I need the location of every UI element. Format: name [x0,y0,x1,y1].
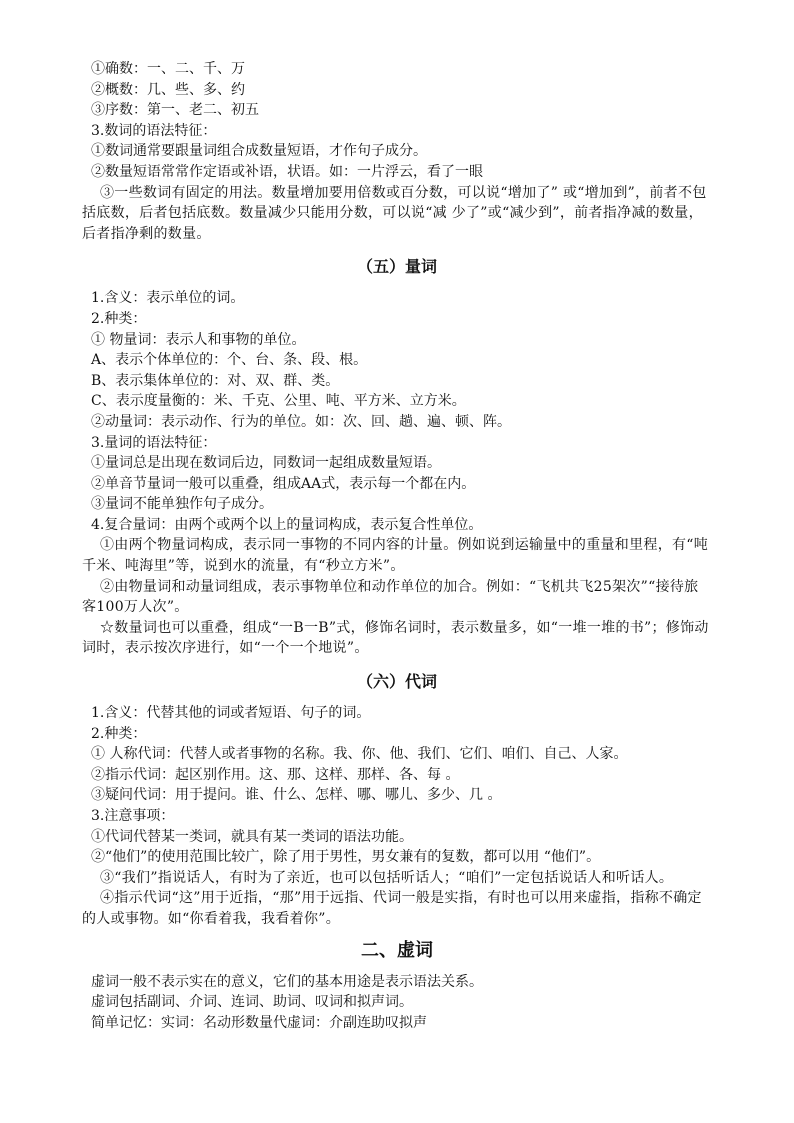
text-line: ②“他们”的使用范围比较广，除了用于男性，男女兼有的复数，都可以用 “他们”。 [91,849,601,866]
numerals-section [82,59,712,244]
text-line: ①代词代替某一类词，就具有某一类词的语法功能。 [91,828,413,845]
text-line: 简单记忆：实词：名动形数量代虚词：介副连助叹拟声 [91,1014,427,1031]
text-line: 3.数词的语法特征： [91,122,217,139]
text-line: 3.注意事项： [91,808,175,824]
text-line: ②单音节量词一般可以重叠，组成AA式，表示每一个都在内。 [91,475,476,492]
text-line: ③量词不能单独作句子成分。 [91,496,273,513]
section-heading: 二、虚词 [361,939,433,961]
text-line: ① 人称代词：代替人或者事物的名称。我、你、他、我们、它们、咱们、自己、人家。 [91,746,628,763]
text-line: 3.量词的语法特征： [91,434,217,451]
text-line: 虚词包括副词、介词、连词、助词、叹词和拟声词。 [91,994,413,1011]
paragraph: ☆数量词也可以重叠，组成“一B一B”式，修饰名词时，表示数量多，如“一堆一堆的书”；修饰动词时，表示按次序进行，如“一个一个地说”。 [82,619,709,657]
text-line: A、表示个体单位的：个、台、条、段、根。 [91,352,368,369]
text-line: ②概数：几、些、多、约 [91,81,245,98]
text-line: ②数量短语常常作定语或补语，状语。如：一片浮云，看了一眼 [91,163,483,180]
text-line: ②动量词：表示动作、行为的单位。如：次、回、趟、遍、顿、阵。 [91,413,511,430]
function-words-section [82,972,712,1034]
measure-words-section [82,288,712,659]
text-line: B、表示集体单位的：对、双、群、类。 [91,372,340,389]
paragraph: ③“我们”指说话人，有时为了亲近，也可以包括听话人；“咱们”一定包括说话人和听话人。 [100,869,674,886]
section-heading: （六）代词 [356,672,437,692]
text-line: 1.含义：表示单位的词。 [91,290,245,307]
text-line: ②指示代词：起区别作用。这、那、这样、那样、各、每 。 [91,766,460,783]
paragraph: ④指示代词“这”用于近指，“那”用于远指、代词一般是实指，有时也可以用来虚指，指称不确定的人或事物。如“你看着我，我看着你”。 [82,890,702,927]
paragraph: ③一些数词有固定的用法。数量增加要用倍数或百分数，可以说“增加了” 或“增加到”，前者不包括底数，后者包括底数。数量减少只能用分数，可以说“减 少了”或“减少到”，前者指净减的数量，后者指净剩的数量。 [82,184,707,242]
section-heading: （五）量词 [356,257,437,277]
text-line: 2.种类： [91,310,147,327]
text-line: 虚词一般不表示实在的意义，它们的基本用途是表示语法关系。 [91,973,483,990]
text-line: ① 物量词：表示人和事物的单位。 [91,331,306,348]
pronouns-section [82,703,712,930]
text-line: 2.种类： [91,725,147,742]
paragraph: ①由两个物量词构成，表示同一事物的不同内容的计量。例如说到运输量中的重量和里程，有“吨千米、吨海里”等，说到水的流量，有“秒立方米”。 [82,537,709,575]
text-line: C、表示度量衡的：米、千克、公里、吨、平方米、立方米。 [91,393,466,410]
text-line: ①数词通常要跟量词组合成数量短语，才作句子成分。 [91,143,427,160]
paragraph: ②由物量词和动量词组成，表示事物单位和动作单位的加合。例如：“飞机共飞25架次”“接待旅客100万人次”。 [82,578,699,616]
text-line: ③疑问代词：用于提问。谁、什么、怎样、哪、哪儿、多少、几 。 [91,787,502,804]
text-line: 4.复合量词：由两个或两个以上的量词构成，表示复合性单位。 [91,516,483,533]
text-line: ①量词总是出现在数词后边，同数词一起组成数量短语。 [91,455,441,472]
text-line: ①确数：一、二、千、万 [91,61,245,77]
text-line: 1.含义：代替其他的词或者短语、句子的词。 [91,705,371,722]
text-line: ③序数：第一、老二、初五 [91,102,259,119]
